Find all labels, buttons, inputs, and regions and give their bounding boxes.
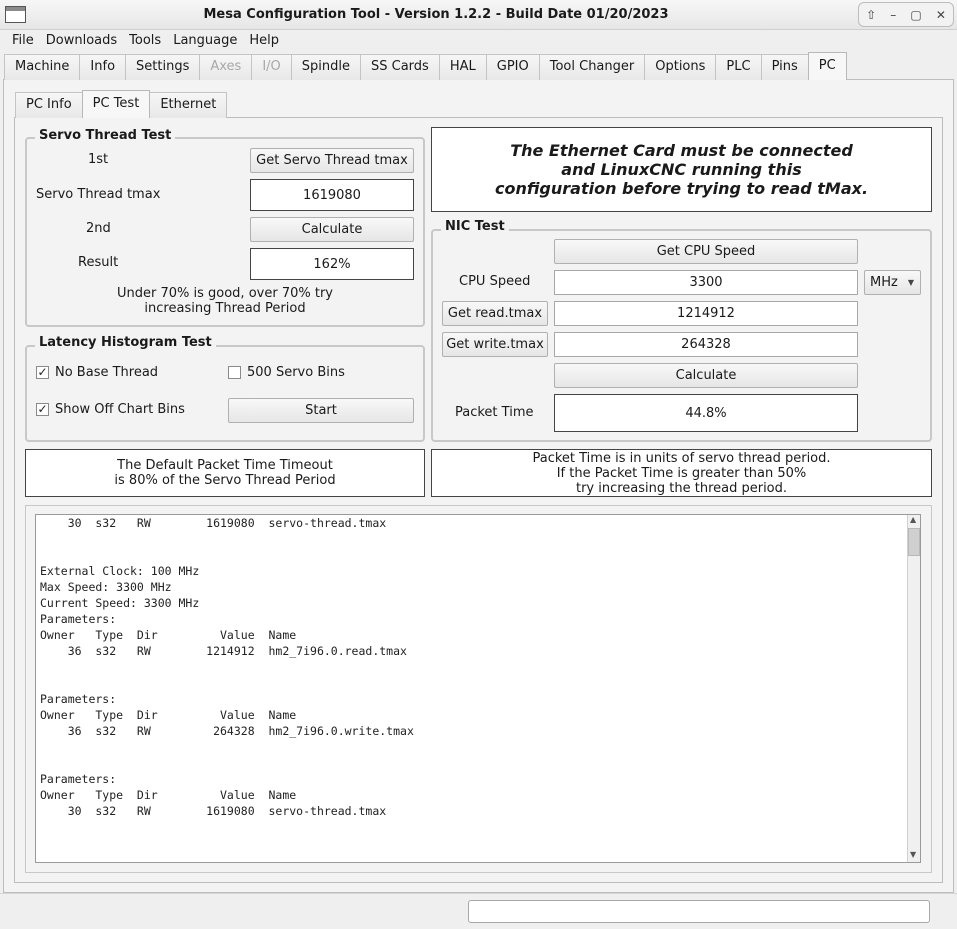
menu-file[interactable]: File [12, 33, 34, 48]
tab-pins[interactable]: Pins [761, 54, 809, 80]
tab-pc-test[interactable]: PC Test [82, 90, 151, 118]
tab-info[interactable]: Info [79, 54, 126, 80]
first-label: 1st [88, 152, 109, 167]
menu-bar [0, 30, 957, 52]
get-write-tmax-button[interactable]: Get write.tmax [442, 332, 548, 357]
second-label: 2nd [86, 221, 111, 236]
menu-language[interactable]: Language [173, 33, 238, 48]
nic-calculate-button[interactable]: Calculate [554, 363, 858, 388]
servo-hint-line2: increasing Thread Period [144, 301, 306, 316]
tab-axes: Axes [199, 54, 252, 80]
tab-tool-changer[interactable]: Tool Changer [539, 54, 646, 80]
result-label: Result [78, 255, 119, 270]
window-controls [858, 2, 954, 27]
servo-bins-label: 500 Servo Bins [247, 365, 345, 380]
tab-pc-info[interactable]: PC Info [15, 92, 83, 118]
tab-ethernet[interactable]: Ethernet [149, 92, 227, 118]
menu-downloads[interactable]: Downloads [45, 33, 118, 48]
latency-histogram-group [25, 345, 425, 442]
get-cpu-speed-button[interactable]: Get CPU Speed [554, 239, 858, 264]
tab-gpio[interactable]: GPIO [486, 54, 540, 80]
window-title: Mesa Configuration Tool - Version 1.2.2 - Build Date 01/20/2023 [203, 7, 669, 22]
get-read-tmax-button[interactable]: Get read.tmax [442, 301, 548, 326]
latency-histogram-title: Latency Histogram Test [35, 335, 216, 350]
menu-tools[interactable]: Tools [129, 33, 162, 48]
cpu-speed-input[interactable]: 3300 [554, 270, 858, 295]
packet-time-note [431, 449, 932, 497]
menu-help[interactable]: Help [249, 33, 279, 48]
packet-note-line1: Packet Time is in units of servo thread period. [532, 450, 831, 466]
scroll-up-icon[interactable]: ▲ [910, 515, 917, 524]
tab-settings[interactable]: Settings [125, 54, 200, 80]
chevron-down-icon: ▼ [907, 278, 914, 287]
servo-tmax-label: Servo Thread tmax [36, 187, 161, 202]
minimize-icon[interactable]: – [890, 7, 897, 22]
no-base-thread-checkbox[interactable]: ✓ [37, 365, 48, 379]
warning-line3: configuration before trying to read tMax. [494, 179, 869, 198]
cpu-unit-select[interactable] [864, 270, 921, 295]
shade-icon[interactable]: ⇧ [866, 7, 877, 22]
write-tmax-value: 264328 [554, 332, 858, 357]
no-base-thread-label: No Base Thread [55, 365, 159, 380]
output-text-area[interactable] [35, 514, 921, 863]
servo-hint-line1: Under 70% is good, over 70% try [117, 286, 333, 301]
cpu-unit-value: MHz [870, 275, 898, 290]
status-field [468, 900, 930, 923]
servo-bins-checkbox[interactable] [228, 366, 241, 379]
timeout-note-line2: is 80% of the Servo Thread Period [114, 473, 336, 488]
status-divider [0, 893, 957, 894]
show-off-chart-checkbox[interactable]: ✓ [37, 402, 48, 416]
tab-machine[interactable]: Machine [4, 54, 80, 80]
sub-tab-bar [15, 91, 226, 118]
timeout-note-line1: The Default Packet Time Timeout [117, 458, 333, 473]
start-button[interactable]: Start [228, 398, 414, 423]
ethernet-warning-box [431, 127, 932, 212]
packet-note-line2: If the Packet Time is greater than 50% [556, 465, 807, 481]
warning-line2: and LinuxCNC running this [561, 160, 802, 179]
packet-time-label: Packet Time [455, 405, 534, 420]
warning-line1: The Ethernet Card must be connected [510, 141, 853, 160]
maximize-icon[interactable]: ▢ [910, 7, 922, 22]
close-icon[interactable]: ✕ [935, 7, 946, 22]
main-tab-bar [4, 53, 846, 80]
tab-pc[interactable]: PC [808, 52, 847, 80]
tab-ss-cards[interactable]: SS Cards [360, 54, 440, 80]
servo-calculate-button[interactable]: Calculate [250, 217, 414, 242]
tab-io: I/O [251, 54, 291, 80]
show-off-chart-label: Show Off Chart Bins [55, 402, 185, 417]
servo-thread-test-title: Servo Thread Test [35, 128, 175, 143]
tab-plc[interactable]: PLC [715, 54, 761, 80]
tab-hal[interactable]: HAL [439, 54, 487, 80]
output-text: 30 s32 RW 1619080 servo-thread.tmax External Clock: 100 MHz Max Speed: 3300 MHz Current Speed: 3300 MHz Parameters: Owner Type Dir Value Name 36 s32 RW 1214912 hm2_7i96.0.read.tmax Parameters: Owner Type Dir Value Name 36 s32 RW 264328 hm2_7i96.0.write.tmax Parameters: Owner Type Dir Value Name 30 s32 RW 1619080 servo-thread.tmax [40, 516, 414, 818]
cpu-speed-label: CPU Speed [459, 274, 531, 289]
tab-options[interactable]: Options [644, 54, 716, 80]
get-servo-tmax-button[interactable]: Get Servo Thread tmax [250, 148, 414, 173]
title-bar [0, 0, 957, 30]
scrollbar-thumb[interactable] [908, 528, 920, 556]
default-timeout-note [25, 449, 425, 497]
result-value: 162% [250, 248, 414, 280]
output-scrollbar[interactable] [907, 515, 920, 862]
packet-time-value: 44.8% [554, 394, 858, 432]
packet-note-line3: try increasing the thread period. [575, 480, 788, 496]
scroll-down-icon[interactable]: ▼ [910, 850, 917, 859]
servo-tmax-value: 1619080 [250, 179, 414, 211]
read-tmax-value: 1214912 [554, 301, 858, 326]
tab-spindle[interactable]: Spindle [291, 54, 361, 80]
nic-test-title: NIC Test [441, 219, 509, 234]
